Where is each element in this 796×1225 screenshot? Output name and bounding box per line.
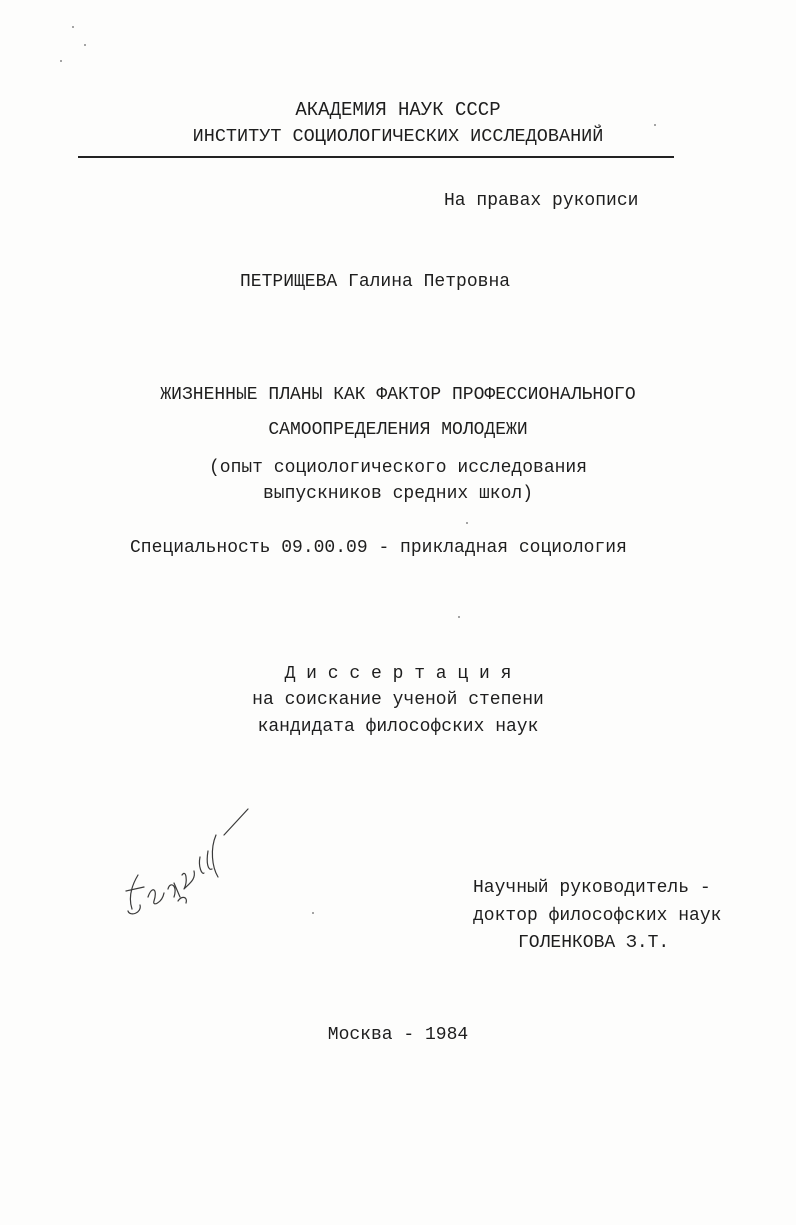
scan-speck	[466, 522, 468, 524]
dissertation-degree: на соискание ученой степени	[252, 690, 544, 710]
supervisor-title: Научный руководитель -	[473, 878, 711, 898]
title-line-1: ЖИЗНЕННЫЕ ПЛАНЫ КАК ФАКТОР ПРОФЕССИОНАЛЬНОГО	[160, 385, 636, 405]
academy-heading: АКАДЕМИЯ НАУК СССР	[295, 99, 501, 121]
dissertation-word: Д и с с е р т а ц и я	[284, 664, 512, 684]
institute-heading: ИНСТИТУТ СОЦИОЛОГИЧЕСКИХ ИССЛЕДОВАНИЙ	[192, 126, 604, 147]
supervisor-name: ГОЛЕНКОВА З.Т.	[518, 933, 670, 953]
specialty-line: Специальность 09.00.09 - прикладная социология	[130, 538, 627, 558]
header-rule	[78, 156, 674, 158]
manuscript-note: На правах рукописи	[444, 191, 639, 211]
scan-speck	[598, 124, 600, 126]
scan-speck	[72, 26, 74, 28]
title-line-2: САМООПРЕДЕЛЕНИЯ МОЛОДЕЖИ	[268, 420, 528, 440]
author-name: ПЕТРИЩЕВА Галина Петровна	[240, 272, 511, 292]
scan-speck	[84, 44, 86, 46]
scan-speck	[654, 124, 656, 126]
subtitle-line-2: выпускников средних школ)	[262, 484, 534, 504]
dissertation-field: кандидата философских наук	[257, 717, 539, 737]
scan-speck	[458, 616, 460, 618]
place-year: Москва - 1984	[327, 1025, 469, 1045]
supervisor-degree: доктор философских наук	[473, 906, 722, 926]
scan-speck	[312, 912, 314, 914]
subtitle-line-1: (опыт социологического исследования	[208, 458, 588, 478]
scan-speck	[60, 60, 62, 62]
handwritten-signature	[118, 805, 258, 930]
